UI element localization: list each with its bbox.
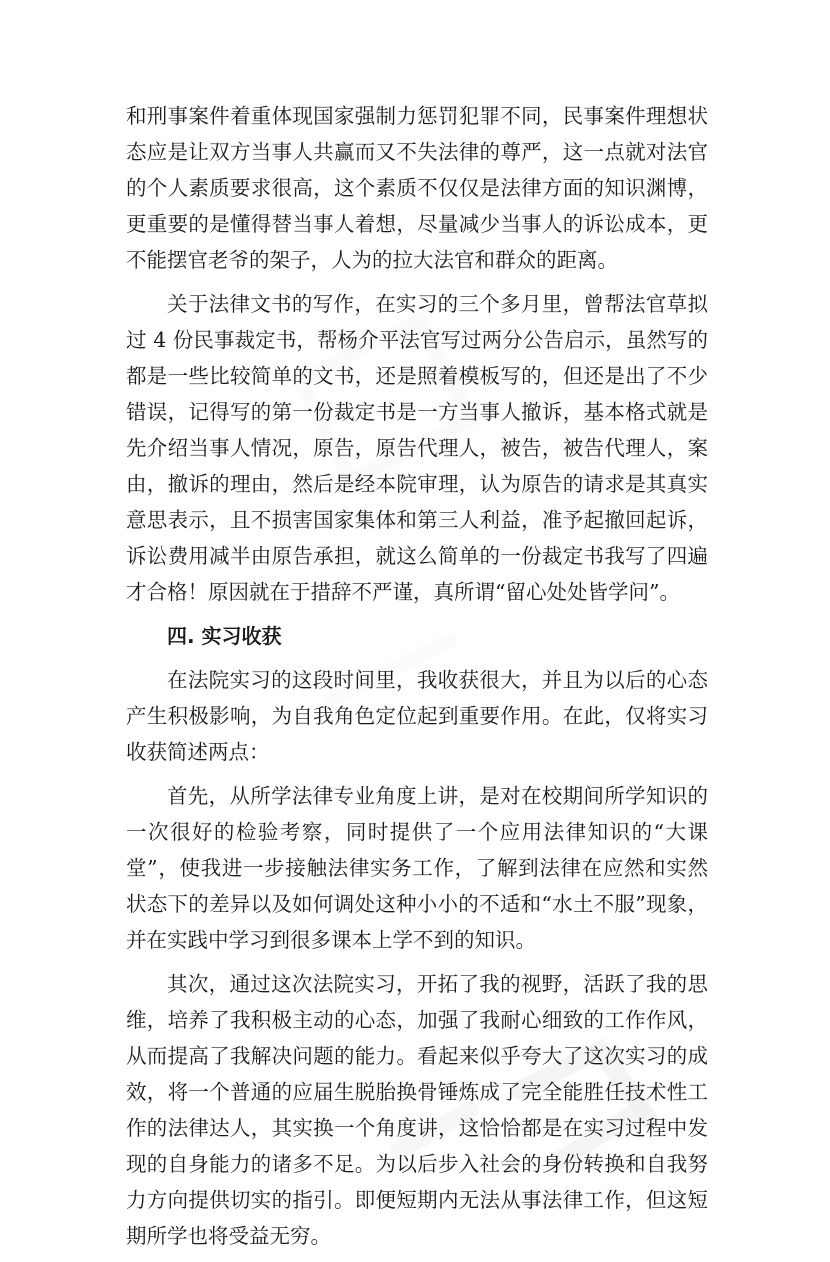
paragraph: 和刑事案件着重体现国家强制力惩罚犯罪不同，民事案件理想状态应是让双方当事人共赢而又不失法律的尊严，这一点就对法官的个人素质要求很高，这个素质不仅仅是法律方面的知识渊博，更重要的是懂得替当事人着想，尽量减少当事人的诉讼成本，更不能摆官老爷的架子，人为的拉大法官和群众的距离。 — [126, 104, 708, 272]
paragraph: 首先，从所学法律专业角度上讲，是对在校期间所学知识的一次很好的检验考察，同时提供了一个应用法律知识的“大课堂”，使我进一步接触法律实务工作，了解到法律在应然和实然状态下的差异以及如何调处这种小小的不适和“水土不服”现象，并在实践中学习到很多课本上学不到的知识。 — [126, 784, 708, 952]
document-body — [126, 98, 708, 1262]
paragraph: 其次，通过这次法院实习，开拓了我的视野，活跃了我的思维，培养了我积极主动的心态，加强了我耐心细致的工作作风，从而提高了我解决问题的能力。看起来似乎夸大了这次实习的成效，将一个普通的应届生脱胎换骨锤炼成了完全能胜任技术性工作的法律达人，其实换一个角度讲，这恰恰都是在实习过程中发现的自身能力的诸多不足。为以后步入社会的身份转换和自我努力方向提供切实的指引。即便短期内无法从事法律工作，但这短期所学也将受益无穷。 — [126, 972, 708, 1248]
paragraph: 关于法律文书的写作，在实习的三个多月里，曾帮法官草拟过 4 份民事裁定书，帮杨介平法官写过两分公告启示，虽然写的都是一些比较简单的文书，还是照着模板写的，但还是出了不少错误，记得写的第一份裁定书是一方当事人撤诉，基本格式就是先介绍当事人情况，原告，原告代理人，被告，被告代理人，案由，撤诉的理由，然后是经本院审理，认为原告的请求是其真实意思表示，且不损害国家集体和第三人利益，准予起撤回起诉，诉讼费用减半由原告承担，就这么简单的一份裁定书我写了四遍才合格！原因就在于措辞不严谨，真所谓“留心处处皆学问”。 — [126, 292, 708, 604]
section-heading: 四. 实习收获 — [167, 624, 282, 648]
paragraph: 在法院实习的这段时间里，我收获很大，并且为以后的心态产生积极影响，为自我角色定位起到重要作用。在此，仅将实习收获简述两点： — [126, 668, 708, 764]
